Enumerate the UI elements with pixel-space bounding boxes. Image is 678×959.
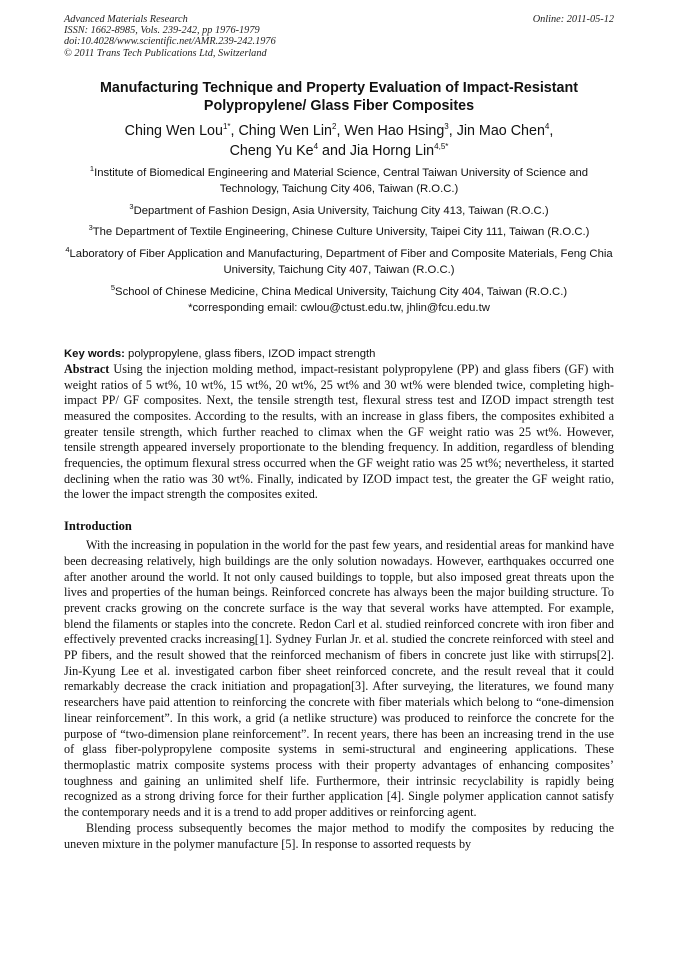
author-separator: ,: [336, 122, 345, 139]
intro-paragraph-2: Blending process subsequently becomes the major method to modify the composites by reducing the uneven mixture in the polymer manufacture [5]. In response to assorted requests by: [64, 820, 614, 851]
journal-header: [64, 14, 614, 59]
abstract-text: Using the injection molding method, impact-resistant polypropylene (PP) and glass fibers (GF) with weight ratios of 5 wt%, 10 wt%, 15 wt%, 20 wt%, 25 wt% and 30 wt% were blended twice, completing high-impact PP/ GF composites. Next, the tensile strength test, flexural stress test and IZOD impact strength test measured the composites. According to the results, with an increase in glass fibers, the composites exhibited a greater tensile strength, which further reached to climax when the GF weight ratio was 25 wt%. However, tensile strength appeared inversely proportionate to the blending frequency. In addition, regardless of blending frequencies, the optimum flexural stress occurred when the GF weight ratio was 25 wt%; nevertheless, it started declining when the ratio was 30 wt%. Finally, indicated by IZOD impact test, the greater the GF weight ratio, the lower the impact strength the composites exited.: [64, 361, 614, 502]
author-name: Jia Horng Lin: [349, 142, 435, 159]
author-affil-mark: 4: [313, 142, 319, 152]
author-affil-mark: 1*: [222, 122, 231, 132]
affiliation-mark: 4: [65, 245, 70, 255]
journal-name: Advanced Materials Research: [64, 14, 188, 25]
affiliation-mark: 3: [129, 202, 134, 212]
affiliation: [64, 203, 614, 220]
affiliation-text: Department of Fashion Design, Asia University, Taichung City 413, Taiwan (R.O.C.): [133, 204, 549, 217]
affiliation-mark: 3: [88, 223, 93, 233]
author-separator: ,: [549, 122, 554, 139]
keywords: [64, 347, 614, 362]
abstract: [64, 362, 614, 503]
author-line-1: [64, 121, 614, 141]
affiliation-text: Institute of Biomedical Engineering and Material Science, Central Taiwan University of Science and Technology, Taichung City 406, Taiwan (R.O.C.): [94, 166, 589, 196]
affiliation: [64, 165, 614, 198]
keywords-label: Key words:: [64, 347, 125, 360]
author-affil-mark: 4: [544, 122, 550, 132]
author-name: Jin Mao Chen: [456, 122, 545, 139]
paper-page: [64, 14, 614, 852]
author-list: [64, 121, 614, 161]
author-name: Ching Wen Lou: [124, 122, 223, 139]
affiliation-mark: 5: [110, 283, 116, 293]
affiliation: [64, 224, 614, 241]
affiliation-text: The Department of Textile Engineering, Chinese Culture University, Taipei City 111, Taiwan (R.O.C.): [92, 226, 590, 239]
journal-doi: doi:10.4028/www.scientific.net/AMR.239-242.1976: [64, 36, 276, 48]
corresponding-email: *corresponding email: cwlou@ctust.edu.tw, jhlin@fcu.edu.tw: [188, 302, 490, 315]
online-date: Online: 2011-05-12: [532, 14, 614, 25]
author-separator: ,: [448, 122, 457, 139]
affiliation-text: School of Chinese Medicine, China Medical University, Taichung City 404, Taiwan (R.O.C.): [115, 285, 568, 298]
author-affil-mark: 3: [444, 122, 449, 132]
title-line-1: Manufacturing Technique and Property Evaluation of Impact-Resistant: [100, 79, 578, 96]
affiliation: [64, 246, 614, 279]
keywords-text: polypropylene, glass fibers, IZOD impact strength: [124, 347, 376, 360]
author-affil-mark: 2: [332, 122, 337, 132]
paper-title: [64, 79, 614, 115]
affiliation-list: [64, 165, 614, 317]
intro-paragraph-1: With the increasing in population in the world for the past few years, and residential areas for mankind have been decreasing relatively, high buildings are the only solution nowadays. However, earthquakes occurred one after another around the world. It not only caused buildings to topple, but also imposed great threats upon the lives and properties of the human beings. Reinforced concrete has always been the major building structure. To prevent cracks growing on the concrete surface is the way that several works have attempted. For example, blend the filaments or staples into the concrete. Redon Carl et al. studied reinforced concrete with iron fiber and effectively prevented cracks increasing[1]. Sydney Furlan Jr. et al. studied the concrete reinforced with steel and PP fibers, and the result showed that the reinforced mechanism of fibers in concrete just like with stirrups[2]. Jin-Kyung Lee et al. investigated carbon fiber sheet reinforced concrete, and the result reveal that it could remarkably decrease the crack initiation and propagation[3]. After surveying, the literatures, we found many researchers have paid attention to reinforcing the concrete with fiber materials which belong to “one-dimension linear reinforcement”. In this work, a grid (a netlike structure) was produced to reinforce the concrete for the purpose of “two-dimension plane reinforcement”. In recent years, there has been an increasing trend in the use of glass fiber-polypropylene composite systems in semi-structural and engineering applications. These thermoplastic matrix composite systems process with their property advantages of enhancing composites’ toughness and gaining an unlimited shelf life. Furthermore, their intrinsic recyclability is rapidly being recognized as a strong driving force for their further application [4]. Single polymer application cannot satisfy the contemporary needs and it is a trend to add proper additives or reinforcing agent.: [64, 538, 614, 820]
author-name: Wen Hao Hsing: [344, 122, 445, 139]
section-heading-introduction: Introduction: [64, 519, 132, 534]
author-separator: and: [318, 142, 350, 159]
journal-copyright: © 2011 Trans Tech Publications Ltd, Switzerland: [64, 47, 267, 59]
journal-issn: ISSN: 1662-8985, Vols. 239-242, pp 1976-1979: [64, 25, 260, 37]
author-name: Cheng Yu Ke: [229, 142, 314, 159]
affiliation: [64, 284, 614, 301]
affiliation-mark: 1: [89, 164, 95, 174]
author-affil-mark: 4,5*: [434, 142, 449, 152]
abstract-label: Abstract: [64, 361, 110, 376]
author-line-2: [64, 141, 614, 161]
affiliation-text: Laboratory of Fiber Application and Manufacturing, Department of Fiber and Composite Materials, Feng Chia University, Taichung City 407, Taiwan (R.O.C.): [69, 247, 613, 277]
author-name: Ching Wen Lin: [238, 122, 332, 139]
title-line-2: Polypropylene/ Glass Fiber Composites: [203, 97, 475, 114]
author-separator: ,: [230, 122, 239, 139]
